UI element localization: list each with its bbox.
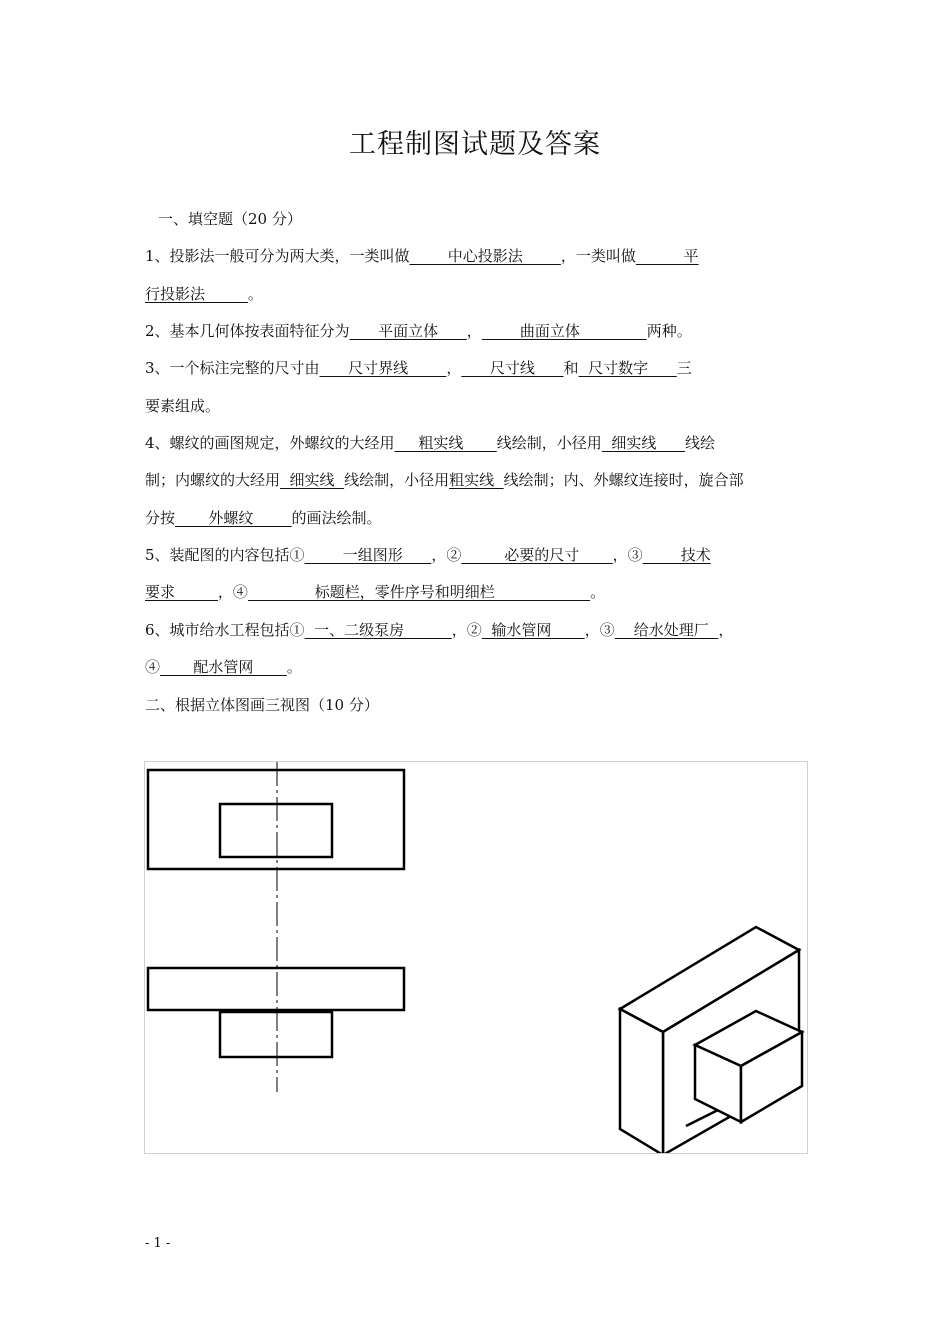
question-4-text: 线绘 (684, 434, 715, 452)
question-6-end: 。 (286, 658, 302, 676)
question-3-end: 要素组成。 (145, 397, 221, 415)
answer-blank-1-2: 平 (635, 247, 699, 265)
answer-blank-4-4: 粗实线 (449, 471, 504, 489)
drawing-figure (144, 761, 808, 1154)
section-heading-three-views: 二、根据立体图画三视图（10 分） (145, 696, 379, 714)
question-3-text: ， (446, 359, 462, 377)
question-3-text: 3、一个标注完整的尺寸由 (145, 359, 320, 377)
answer-blank-3-2: 尺寸线 (461, 359, 564, 377)
answer-blank-4-5: 外螺纹 (175, 509, 292, 527)
question-6-text: ，③ (584, 621, 615, 639)
top-view-inner-rect (220, 804, 332, 857)
question-4-text: 制；内螺纹的大经用 (145, 471, 281, 489)
answer-blank-3-1: 尺寸界线 (319, 359, 447, 377)
answer-blank-5-3-cont: 要求 (145, 583, 218, 601)
question-1-line-1 (145, 246, 699, 266)
question-6-line-1 (145, 620, 733, 640)
question-6-text: ，② (451, 621, 482, 639)
top-view-outer-rect (148, 770, 404, 869)
question-6-text: ， (718, 621, 734, 639)
plate-front-face (620, 1009, 663, 1153)
answer-blank-5-4: 标题栏，零件序号和明细栏 (247, 583, 591, 601)
question-5-line-2 (145, 582, 605, 602)
isometric-solid (620, 927, 802, 1153)
question-1-text: ，一类叫做 (560, 247, 636, 265)
question-6-line-2 (145, 657, 302, 677)
answer-blank-5-1: 一组图形 (304, 546, 432, 564)
section-heading-fill-blank: 一、填空题（20 分） (158, 210, 302, 228)
question-4-text: 线绘制；内、外螺纹连接时，旋合部 (503, 471, 744, 489)
answer-blank-4-3: 细实线 (280, 471, 345, 489)
question-4-text: 线绘制，小径用 (496, 434, 602, 452)
answer-blank-6-4: 配水管网 (160, 658, 287, 676)
answer-blank-2-2: 曲面立体 (481, 322, 647, 340)
question-6-text: ④ (145, 658, 161, 676)
answer-blank-1-1: 中心投影法 (409, 247, 561, 265)
question-3-line-2 (145, 396, 220, 416)
question-1-text: 1、投影法一般可分为两大类，一类叫做 (145, 247, 410, 265)
question-5-text: ，③ (612, 546, 643, 564)
front-view-plate (148, 968, 404, 1010)
question-5-text: ，④ (217, 583, 248, 601)
question-2-line (145, 321, 692, 341)
question-1-line-2 (145, 284, 263, 304)
front-view-boss (220, 1012, 332, 1057)
answer-blank-6-3: 给水处理厂 (614, 621, 719, 639)
question-2-end: 两种。 (646, 322, 692, 340)
question-6-text: 6、城市给水工程包括① (145, 621, 305, 639)
answer-blank-5-3: 技术 (642, 546, 711, 564)
question-4-line-3 (145, 508, 382, 528)
question-4-line-2 (145, 470, 744, 490)
answer-blank-2-1: 平面立体 (349, 322, 467, 340)
answer-blank-6-2: 输水管网 (481, 621, 585, 639)
question-5-text: 5、装配图的内容包括① (145, 546, 305, 564)
answer-blank-4-2: 细实线 (601, 434, 685, 452)
question-2-text: ， (466, 322, 482, 340)
question-5-line-1 (145, 545, 711, 565)
question-2-text: 2、基本几何体按表面特征分为 (145, 322, 350, 340)
question-4-text: 分按 (145, 509, 176, 527)
question-4-line-1 (145, 433, 715, 453)
answer-blank-5-2: 必要的尺寸 (461, 546, 613, 564)
answer-blank-4-1: 粗实线 (394, 434, 497, 452)
page-title: 工程制图试题及答案 (349, 129, 601, 160)
question-3-line-1 (145, 358, 692, 378)
question-5-end: 。 (590, 583, 606, 601)
question-4-text: 线绘制，小径用 (344, 471, 450, 489)
question-3-text: 三 (676, 359, 692, 377)
question-4-end: 的画法绘制。 (291, 509, 382, 527)
answer-blank-1-2-cont: 行投影法 (145, 285, 248, 303)
question-3-text: 和 (563, 359, 579, 377)
question-5-text: ，② (431, 546, 462, 564)
question-4-text: 4、螺纹的画图规定，外螺纹的大经用 (145, 434, 395, 452)
three-view-drawing (145, 762, 807, 1153)
answer-blank-3-3: 尺寸数字 (578, 359, 677, 377)
answer-blank-6-1: 一、二级泵房 (304, 621, 452, 639)
page-number: - 1 - (145, 1236, 171, 1251)
question-1-end: 。 (247, 285, 263, 303)
